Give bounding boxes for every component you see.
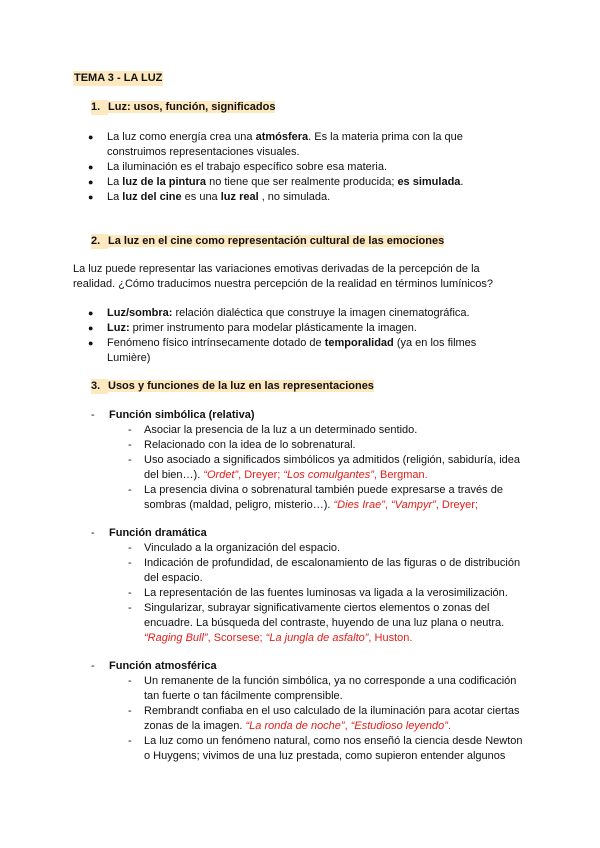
section-2-heading: 2. La luz en el cine como representación cultural de las emociones [91, 235, 445, 247]
list-item: - Singularizar, subrayar significativamente ciertos elementos o zonas del encuadre. La búsqueda del contraste, huyendo de una luz plana o neutra. “Raging Bull”, Scorsese; “La jungla de asfalto”, Huston. [128, 601, 524, 646]
list-item: - Relacionado con la idea de lo sobrenatural. [128, 438, 524, 453]
list-item: ● La luz de la pintura no tiene que ser realmente producida; es simulada. [88, 175, 507, 190]
list-item: ● La luz como energía crea una atmósfera. Es la materia prima con la que construimos representaciones visuales. [88, 130, 507, 160]
list-item: - La luz como un fenómeno natural, como nos enseñó la ciencia desde Newton o Huygens; vivimos de una luz prestada, como supieron entender algunos [128, 734, 524, 764]
list-item: - Vinculado a la organización del espacio. [128, 541, 524, 556]
function-atmospheric-heading: - Función atmosférica [91, 660, 217, 672]
document-title: TEMA 3 - LA LUZ [74, 72, 163, 84]
list-item: ● La iluminación es el trabajo específico sobre esa materia. [88, 160, 507, 175]
list-item: - Un remanente de la función simbólica, ya no corresponde a una codificación tan fuerte o tan fácilmente comprensible. [128, 674, 524, 704]
section-1-heading: 1. Luz: usos, función, significados [91, 101, 276, 113]
list-item: ● La luz del cine es una luz real , no simulada. [88, 190, 507, 205]
section-1-list [88, 130, 507, 205]
list-item: - La representación de las fuentes luminosas va ligada a la verosimilización. [128, 586, 524, 601]
list-item: - Uso asociado a significados simbólicos ya admitidos (religión, sabiduría, idea del bien…). “Ordet”, Dreyer; “Los comulgantes”, Bergman. [128, 453, 524, 483]
list-item: - Asociar la presencia de la luz a un determinado sentido. [128, 423, 524, 438]
section-2-list [88, 306, 507, 366]
list-item: ● Fenómeno físico intrínsecamente dotado de temporalidad (ya en los filmes Lumière) [88, 336, 507, 366]
function-dramatic-heading: - Función dramática [91, 527, 207, 539]
function-atmospheric-list [128, 674, 524, 764]
function-dramatic-list [128, 541, 524, 646]
section-3-heading: 3. Usos y funciones de la luz en las representaciones [91, 380, 374, 392]
function-symbolic-list [128, 423, 524, 513]
list-item: ● Luz: primer instrumento para modelar plásticamente la imagen. [88, 321, 507, 336]
list-item: - La presencia divina o sobrenatural también puede expresarse a través de sombras (maldad, peligro, misterio…). “Dies Irae”, “Vampyr”, Dreyer; [128, 483, 524, 513]
function-symbolic-heading: - Función simbólica (relativa) [91, 409, 255, 421]
list-item: - Indicación de profundidad, de escalonamiento de las figuras o de distribución del espacio. [128, 556, 524, 586]
section-2-paragraph: La luz puede representar las variaciones emotivas derivadas de la percepción de la realidad. ¿Cómo traducimos nuestra percepción de la realidad en términos lumínicos? [73, 263, 494, 290]
list-item: ● Luz/sombra: relación dialéctica que construye la imagen cinematográfica. [88, 306, 507, 321]
list-item: - Rembrandt confiaba en el uso calculado de la iluminación para acotar ciertas zonas de la imagen. “La ronda de noche”, “Estudioso leyendo”. [128, 704, 524, 734]
